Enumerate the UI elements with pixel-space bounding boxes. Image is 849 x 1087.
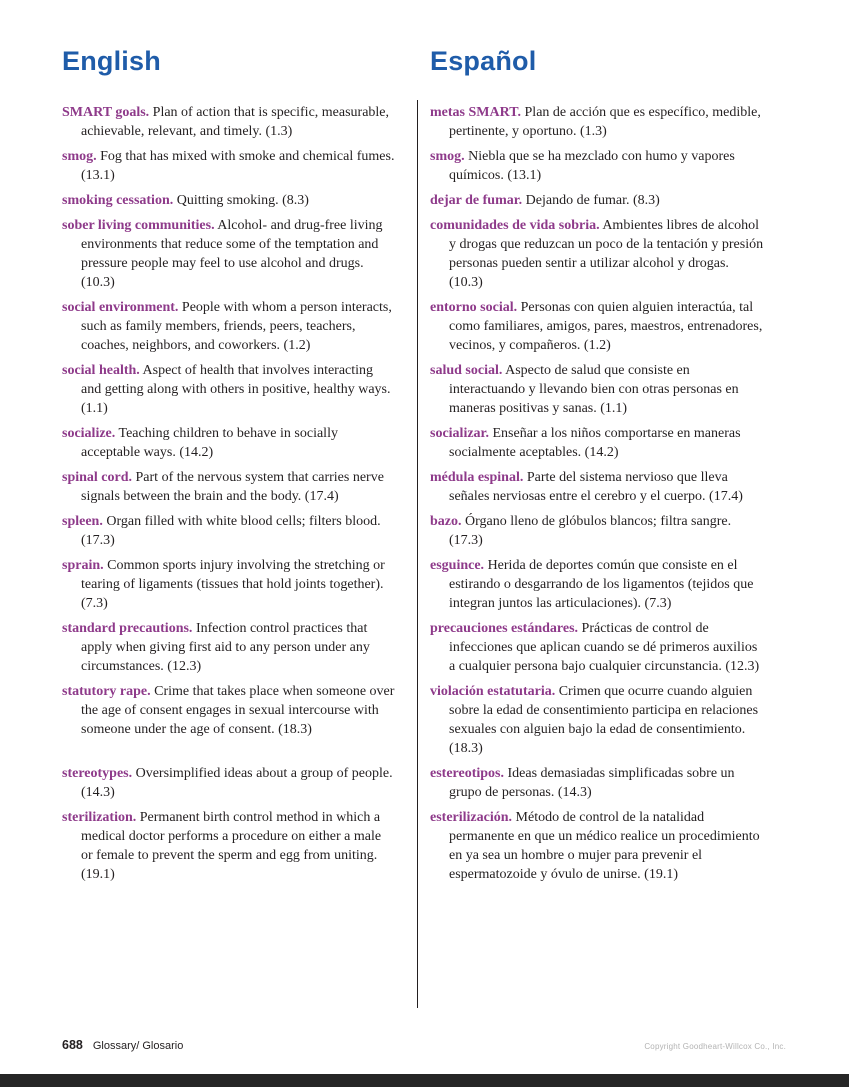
glossary-term: statutory rape. (62, 684, 151, 699)
glossary-entry-en: sprain. Common sports injury involving the stretching or tearing of ligaments (tissues that hold joints together). (7.3) (62, 558, 385, 611)
glossary-entry-es: precauciones estándares. Prácticas de control de infecciones que aplican cuando se dé primeros auxilios a cualquier persona bajo cualquier circunstancia. (12.3) (430, 621, 760, 674)
glossary-entry-es: metas SMART. Plan de acción que es específico, medible, pertinente, y oportuno. (1.3) (430, 105, 761, 139)
glossary-entries (62, 103, 787, 884)
glossary-term: comunidades de vida sobria. (430, 218, 600, 233)
glossary-term: violación estatutaria. (430, 684, 556, 699)
glossary-entry-row (62, 682, 787, 758)
page-footer (62, 1038, 786, 1052)
header-english: English (62, 46, 161, 76)
glossary-term: SMART goals. (62, 105, 150, 120)
glossary-term: spleen. (62, 514, 103, 529)
glossary-entry-es: médula espinal. Parte del sistema nervioso que lleva señales nerviosas entre el cerebro y el cuerpo. (17.4) (430, 470, 743, 504)
glossary-entry-en: socialize. Teaching children to behave in socially acceptable ways. (14.2) (62, 426, 338, 460)
glossary-entry-es: smog. Niebla que se ha mezclado con humo y vapores químicos. (13.1) (430, 149, 735, 183)
glossary-term: dejar de fumar. (430, 193, 523, 208)
glossary-entry-row (62, 216, 787, 292)
glossary-entry-row (62, 424, 787, 462)
glossary-term: smoking cessation. (62, 193, 174, 208)
glossary-entry-es: violación estatutaria. Crimen que ocurre cuando alguien sobre la edad de consentimiento participa en relaciones sexuales con alguien bajo la edad de consentimiento. (18.3) (430, 684, 759, 756)
glossary-entry-en: social environment. People with whom a person interacts, such as family members, friends, peers, teachers, coaches, neighbors, and coworkers. (1.2) (62, 300, 392, 353)
glossary-term: stereotypes. (62, 766, 133, 781)
glossary-entry-es: esguince. Herida de deportes común que consiste en el estirando o desgarrando de los ligamentos (tejidos que integran juntos las articulaciones). (7.3) (430, 558, 754, 611)
glossary-entry-row (62, 619, 787, 676)
page-bottom-edge (0, 1074, 849, 1087)
page-number: 688 (62, 1038, 83, 1052)
glossary-entry-es: estereotipos. Ideas demasiadas simplificadas sobre un grupo de personas. (14.3) (430, 766, 735, 800)
glossary-entry-en: stereotypes. Oversimplified ideas about a group of people. (14.3) (62, 766, 393, 800)
glossary-term: spinal cord. (62, 470, 133, 485)
footer-left (62, 1038, 183, 1052)
glossary-entry-es: entorno social. Personas con quien alguien interactúa, tal como familiares, amigos, pares, maestros, entrenadores, vecinos, y compañeros. (1.2) (430, 300, 763, 353)
glossary-term: smog. (430, 149, 465, 164)
glossary-entry-en: statutory rape. Crime that takes place when someone over the age of consent engages in sexual intercourse with someone under the age of consent. (18.3) (62, 684, 395, 737)
glossary-term: entorno social. (430, 300, 518, 315)
glossary-term: médula espinal. (430, 470, 524, 485)
column-divider (417, 100, 418, 1008)
glossary-entry-es: dejar de fumar. Dejando de fumar. (8.3) (430, 193, 660, 208)
glossary-entry-row (62, 512, 787, 550)
glossary-term: metas SMART. (430, 105, 522, 120)
glossary-entry-en: social health. Aspect of health that involves interacting and getting along with others in positive, healthy ways. (1.1) (62, 363, 391, 416)
glossary-entry-es: socializar. Enseñar a los niños comportarse en maneras socialmente aceptables. (14.2) (430, 426, 741, 460)
glossary-term: socialize. (62, 426, 116, 441)
glossary-entry-en: spinal cord. Part of the nervous system that carries nerve signals between the brain and the body. (17.4) (62, 470, 384, 504)
glossary-entry-row (62, 764, 787, 802)
glossary-term: sober living communities. (62, 218, 215, 233)
glossary-entry-row (62, 556, 787, 613)
glossary-entry-es: salud social. Aspecto de salud que consiste en interactuando y llevando bien con otras personas en maneras positivas y sanas. (1.1) (430, 363, 739, 416)
glossary-term: sprain. (62, 558, 104, 573)
glossary-term: estereotipos. (430, 766, 504, 781)
glossary-term: esterilización. (430, 810, 513, 825)
glossary-entry-en: smoking cessation. Quitting smoking. (8.3) (62, 193, 309, 208)
glossary-entry-row (62, 468, 787, 506)
glossary-entry-en: SMART goals. Plan of action that is specific, measurable, achievable, relevant, and timely. (1.3) (62, 105, 390, 139)
glossary-entry-row (62, 361, 787, 418)
glossary-entry-row (62, 191, 787, 210)
header-espanol: Español (430, 46, 537, 76)
glossary-entry-es: esterilización. Método de control de la natalidad permanente en que un médico realice un procedimiento en ya sea un hombre o mujer para prevenir el espermatozoide y óvulo de unirse. (19.1) (430, 810, 760, 882)
language-headers (62, 46, 787, 77)
glossary-entry-row (62, 147, 787, 185)
glossary-term: standard precautions. (62, 621, 193, 636)
glossary-entry-en: spleen. Organ filled with white blood cells; filters blood. (17.3) (62, 514, 381, 548)
glossary-term: bazo. (430, 514, 462, 529)
glossary-term: social health. (62, 363, 140, 378)
glossary-entry-en: standard precautions. Infection control practices that apply when giving first aid to any person under any circumstances. (12.3) (62, 621, 370, 674)
glossary-term: social environment. (62, 300, 179, 315)
glossary-term: sterilization. (62, 810, 137, 825)
glossary-entry-es: bazo. Órgano lleno de glóbulos blancos; filtra sangre. (17.3) (430, 514, 732, 548)
glossary-entry-row (62, 103, 787, 141)
glossary-entry-es: comunidades de vida sobria. Ambientes libres de alcohol y drogas que reduzcan un poco de la tentación y presión personas pueden sentir a utilizar alcohol y drogas. (10.3) (430, 218, 764, 290)
glossary-term: esguince. (430, 558, 485, 573)
glossary-entry-row (62, 298, 787, 355)
copyright-text: Copyright Goodheart-Willcox Co., Inc. (644, 1042, 786, 1051)
glossary-entry-en: sober living communities. Alcohol- and drug-free living environments that reduce some of the temptation and pressure people may feel to use alcohol and drugs. (10.3) (62, 218, 383, 290)
glossary-term: precauciones estándares. (430, 621, 579, 636)
section-label: Glossary/ Glosario (92, 1040, 184, 1052)
glossary-entry-en: sterilization. Permanent birth control method in which a medical doctor performs a procedure on either a male or female to prevent the sperm and egg from uniting. (19.1) (62, 810, 382, 882)
glossary-entry-row (62, 808, 787, 884)
glossary-term: socializar. (430, 426, 489, 441)
glossary-term: smog. (62, 149, 97, 164)
glossary-entry-en: smog. Fog that has mixed with smoke and chemical fumes. (13.1) (62, 149, 395, 183)
glossary-term: salud social. (430, 363, 503, 378)
